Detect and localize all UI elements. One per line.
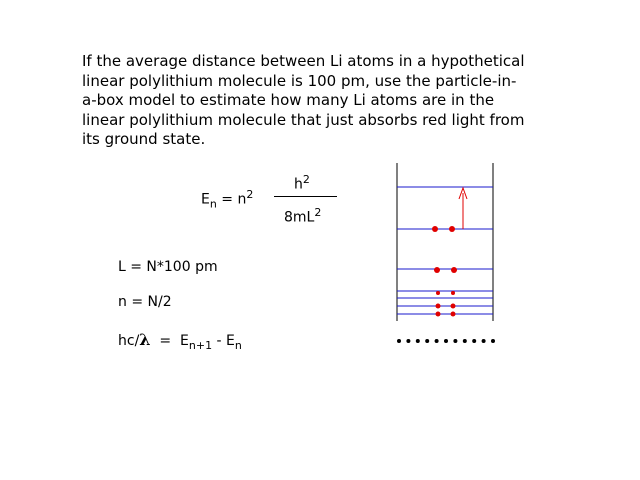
lithium-atom — [435, 339, 439, 343]
electron — [432, 226, 438, 232]
transition-equals: = E — [150, 333, 189, 349]
lithium-atom — [491, 339, 495, 343]
lithium-atom — [406, 339, 410, 343]
denominator-exponent: 2 — [314, 206, 322, 219]
electron — [434, 267, 440, 273]
lithium-atom — [463, 339, 467, 343]
lithium-atom-chain — [397, 339, 495, 343]
electron — [436, 304, 441, 309]
electron — [449, 226, 455, 232]
level-equation: n = N/2 — [118, 294, 172, 310]
problem-line: a-box model to estimate how many Li atoms are in the — [82, 91, 495, 109]
energy-symbol: E — [201, 191, 210, 208]
electron — [451, 291, 455, 295]
lithium-atom — [425, 339, 429, 343]
electron — [451, 304, 456, 309]
length-equation: L = N*100 pm — [118, 259, 218, 275]
problem-line: linear polylithium molecule that just absorbs red light from — [82, 110, 525, 129]
transition-subscript-upper: n+1 — [188, 338, 213, 352]
lithium-atom — [416, 339, 420, 343]
energy-subscript: n — [209, 197, 217, 211]
numerator-symbol: h — [294, 176, 303, 193]
lambda-symbol: λ — [139, 330, 151, 349]
numerator-exponent: 2 — [302, 173, 310, 186]
electron — [436, 291, 440, 295]
problem-line: its ground state. — [82, 130, 206, 148]
transition-minus: - E — [212, 333, 235, 349]
transition-prefix: hc/ — [118, 333, 140, 349]
electrons — [432, 226, 457, 317]
lithium-atom — [397, 339, 401, 343]
electron — [451, 267, 457, 273]
problem-line: linear polylithium molecule is 100 pm, use the particle-in- — [82, 71, 517, 90]
lithium-atom — [472, 339, 476, 343]
problem-line: If the average distance between Li atoms in a hypothetical — [82, 52, 525, 70]
denominator-text: 8mL — [284, 209, 315, 226]
lithium-atom — [444, 339, 448, 343]
lithium-atom — [453, 339, 457, 343]
energy-equals: = n — [216, 191, 247, 208]
energy-exponent: 2 — [246, 188, 254, 201]
lithium-atom — [482, 339, 486, 343]
electron — [436, 312, 441, 317]
energy-levels — [397, 187, 493, 314]
transition-subscript-lower: n — [234, 338, 242, 352]
electron — [451, 312, 456, 317]
